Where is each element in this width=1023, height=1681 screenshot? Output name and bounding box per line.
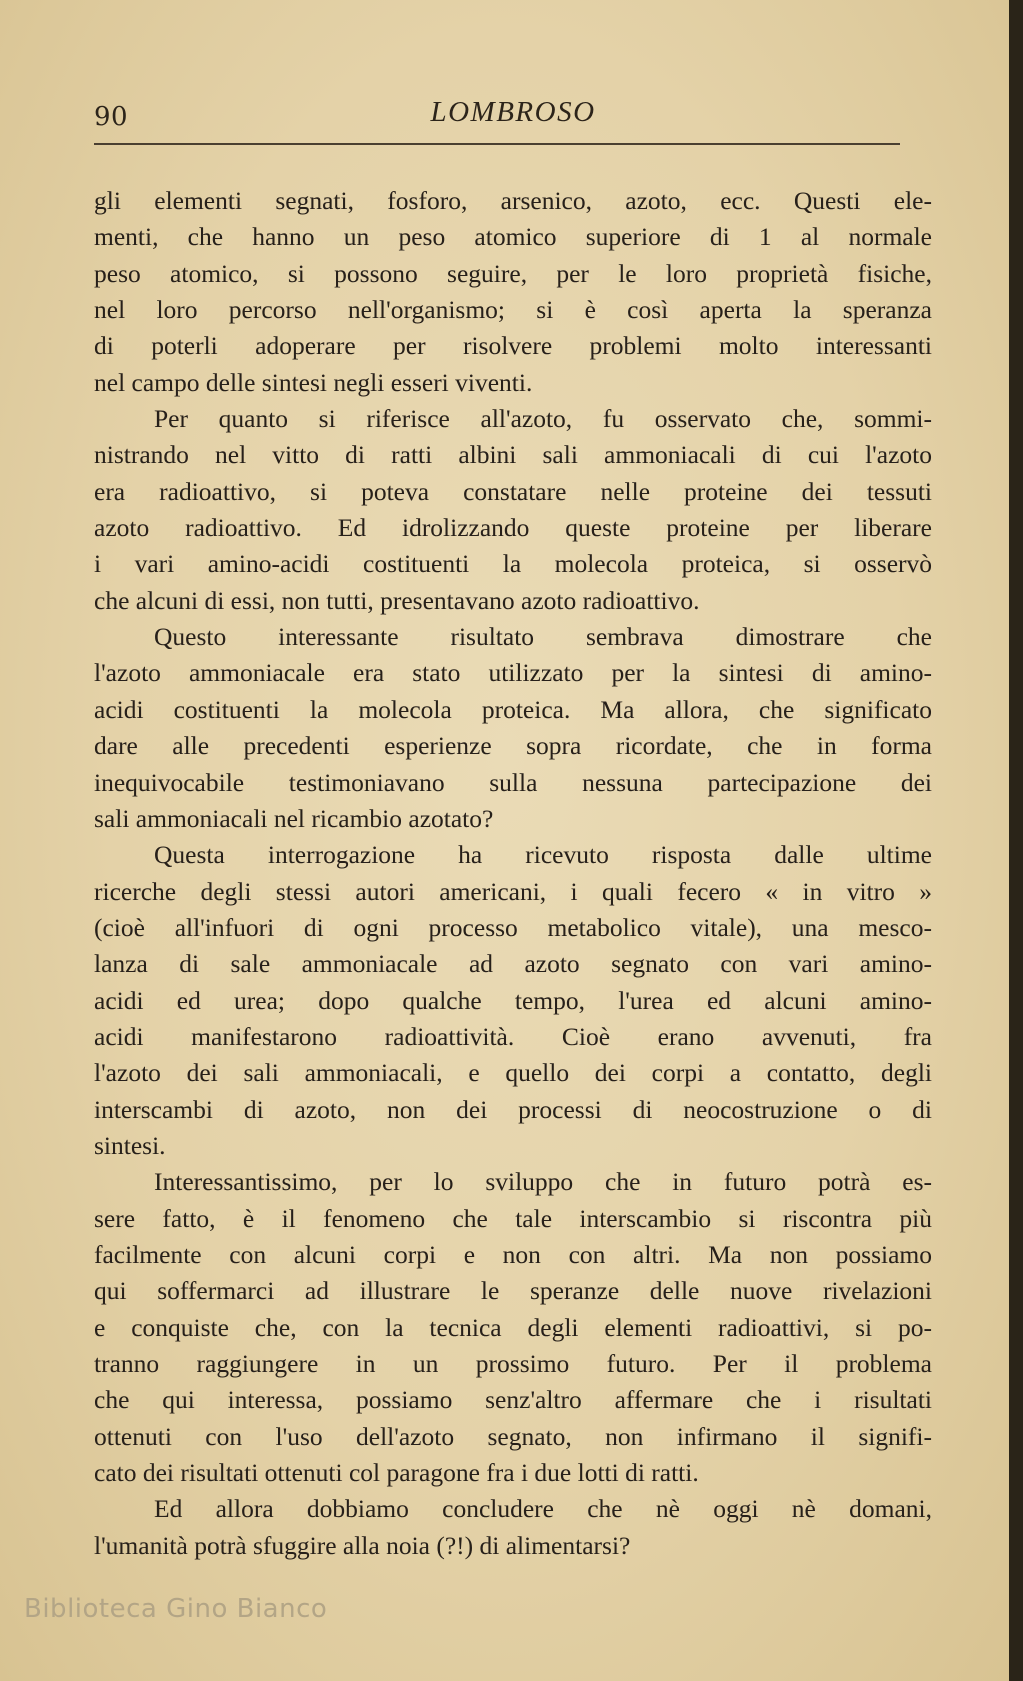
text-line: nel campo delle sintesi negli esseri viventi. [94,367,533,397]
text-line: che alcuni di essi, non tutti, presentavano azoto radioattivo. [94,585,700,615]
text-line: cato dei risultati ottenuti col paragone fra i due lotti di ratti. [94,1458,699,1488]
paragraph [94,1491,932,1564]
paragraph [94,183,932,401]
running-title: LOMBROSO [430,96,596,128]
text-line: Ed allora dobbiamo concludere che nè oggi nè domani, [154,1494,932,1524]
text-line: acidi costituenti la molecola proteica. Ma allora, che significato [94,694,932,724]
text-line: gli elementi segnati, fosforo, arsenico, azoto, ecc. Questi ele- [94,186,932,215]
page-number: 90 [94,102,129,132]
text-line: sali ammoniacali nel ricambio azotato? [94,803,494,833]
text-line: Per quanto si riferisce all'azoto, fu osservato che, sommi- [154,404,932,434]
text-line: inequivocabile testimoniavano sulla nessuna partecipazione dei [94,767,932,797]
text-line: di poterli adoperare per risolvere problemi molto interessanti [94,331,932,361]
text-line: l'azoto dei sali ammoniacali, e quello dei corpi a contatto, degli [94,1058,932,1088]
text-line: Questo interessante risultato sembrava dimostrare che [154,622,932,652]
paragraph [94,1164,932,1491]
text-line: peso atomico, si possono seguire, per le loro proprietà fisiche, [94,258,932,288]
text-line: acidi manifestarono radioattività. Cioè erano avvenuti, fra [94,1021,932,1051]
text-line: ricerche degli stessi autori americani, i quali fecero « in vitro » [94,876,932,906]
text-line: lanza di sale ammoniacale ad azoto segnato con vari amino- [94,949,932,979]
text-line: che qui interessa, possiamo senz'altro affermare che i risultati [94,1385,932,1415]
text-line: facilmente con alcuni corpi e non con altri. Ma non possiamo [94,1239,932,1269]
text-line: ottenuti con l'uso dell'azoto segnato, non infirmano il signifi- [94,1421,932,1451]
text-line: acidi ed urea; dopo qualche tempo, l'urea ed alcuni amino- [94,985,932,1015]
text-line: e conquiste che, con la tecnica degli elementi radioattivi, si po- [94,1312,932,1342]
text-line: interscambi di azoto, non dei processi di neocostruzione o di [94,1094,932,1124]
running-head [94,92,932,144]
paragraph [94,401,932,619]
text-line: qui soffermarci ad illustrare le speranze delle nuove rivelazioni [94,1276,932,1306]
text-line: era radioattivo, si poteva constatare nelle proteine dei tessuti [94,476,932,506]
body-text [94,183,932,1564]
text-line: l'umanità potrà sfuggire alla noia (?!) di alimentarsi? [94,1530,631,1560]
text-line: (cioè all'infuori di ogni processo metabolico vitale), una mesco- [94,912,932,942]
text-line: nel loro percorso nell'organismo; si è così aperta la speranza [94,295,932,325]
text-line: tranno raggiungere in un prossimo futuro. Per il problema [94,1349,932,1378]
paragraph [94,619,932,837]
text-line: Questa interrogazione ha ricevuto risposta dalle ultime [154,840,932,870]
paragraph [94,837,932,1164]
text-line: sere fatto, è il fenomeno che tale interscambio si riscontra più [94,1203,932,1233]
text-line: azoto radioattivo. Ed idrolizzando queste proteine per liberare [94,513,932,543]
text-line: sintesi. [94,1130,166,1160]
header-rule [94,143,900,145]
text-line: dare alle precedenti esperienze sopra ricordate, che in forma [94,731,932,761]
text-line: i vari amino-acidi costituenti la molecola proteica, si osservò [94,549,932,579]
text-line: l'azoto ammoniacale era stato utilizzato per la sintesi di amino- [94,658,932,688]
library-watermark: Biblioteca Gino Bianco [24,1594,328,1624]
text-line: Interessantissimo, per lo sviluppo che in futuro potrà es- [154,1167,932,1197]
text-line: menti, che hanno un peso atomico superiore di 1 al normale [94,222,932,252]
text-line: nistrando nel vitto di ratti albini sali ammoniacali di cui l'azoto [94,440,932,470]
